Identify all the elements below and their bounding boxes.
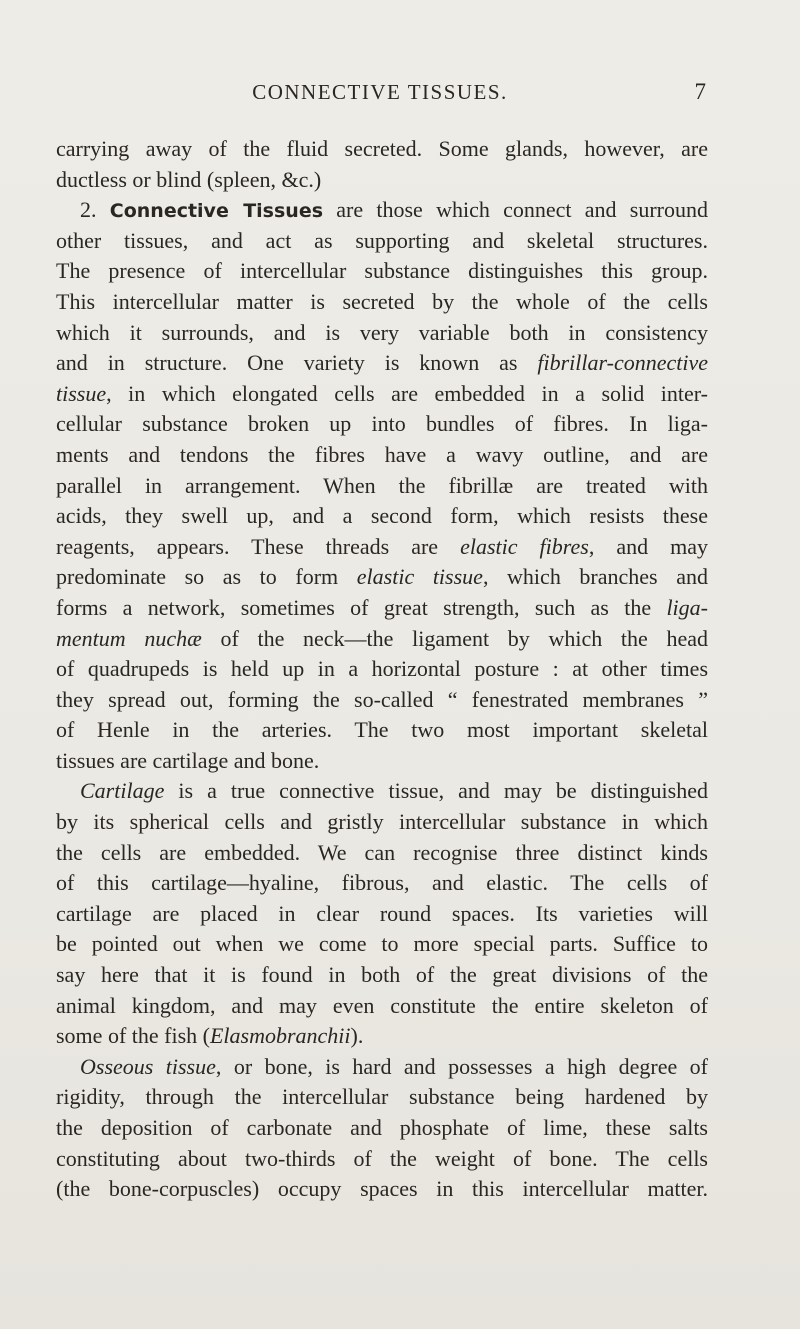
- text-line: [56, 1113, 708, 1144]
- text-segment: carrying away of the fluid secreted. Some glands, however, are: [56, 136, 708, 161]
- text-line: [56, 624, 708, 655]
- text-segment: reagents, appears. These threads are: [56, 533, 461, 559]
- text-segment: animal kingdom, and may even constitute the entire skeleton of: [56, 992, 708, 1018]
- text-segment: (the bone-corpuscles) occupy spaces in this intercellular matter.: [56, 1176, 708, 1202]
- text-line: [56, 868, 708, 899]
- text-line: [56, 991, 708, 1022]
- text-segment: , or bone, is hard and possesses a high degree of: [215, 1053, 709, 1079]
- text-line: [56, 134, 708, 165]
- italic-term: elastic tissue: [356, 564, 483, 590]
- text-segment: predominate so as to form: [56, 564, 357, 590]
- text-segment: say here that it is found in both of the great divisions of the: [56, 962, 708, 988]
- italic-term: mentum nuchæ: [56, 625, 202, 651]
- text-line: [56, 195, 708, 226]
- text-line: [56, 776, 708, 807]
- body-text: [56, 134, 708, 1205]
- text-line: [56, 899, 708, 930]
- page-number: 7: [694, 79, 706, 104]
- text-line: [56, 165, 708, 196]
- text-line: [56, 960, 708, 991]
- italic-term: tissue: [56, 380, 107, 406]
- text-segment: ).: [350, 1023, 364, 1049]
- italic-term: Elasmobranchii: [209, 1023, 351, 1049]
- text-segment: parallel in arrangement. When the fibrillæ are treated with: [56, 472, 708, 498]
- text-segment: constituting about two-thirds of the weight of bone. The cells: [56, 1145, 708, 1171]
- bold-heading: Connective Tissues: [109, 200, 324, 223]
- text-line: [56, 532, 708, 563]
- text-line: [56, 807, 708, 838]
- text-segment: of this cartilage—hyaline, fibrous, and elastic. The cells of: [56, 870, 708, 896]
- text-segment: the deposition of carbonate and phosphate of lime, these salts: [56, 1115, 708, 1140]
- text-segment: cellular substance broken up into bundles of fibres. In liga-: [56, 411, 708, 437]
- text-line: [56, 1052, 708, 1083]
- text-segment: is a true connective tissue, and may be distinguished: [164, 778, 708, 804]
- text-segment: of the neck—the ligament by which the head: [201, 625, 708, 651]
- text-line: [56, 501, 708, 532]
- text-segment: and in structure. One variety is known as: [56, 350, 538, 376]
- italic-term: liga-: [666, 594, 708, 620]
- italic-term: elastic fibres: [460, 533, 589, 559]
- text-line: [56, 1174, 708, 1205]
- text-line: [56, 287, 708, 318]
- italic-term: Osseous tissue: [80, 1053, 216, 1079]
- text-segment: they spread out, forming the so-called “ fenestrated membranes ”: [56, 686, 708, 712]
- text-line: [56, 471, 708, 502]
- text-line: [56, 256, 708, 287]
- text-line: [56, 593, 708, 624]
- running-head: [60, 74, 706, 110]
- text-segment: , in which elongated cells are embedded in a solid inter-: [106, 380, 708, 406]
- text-line: [56, 318, 708, 349]
- text-line: [56, 685, 708, 716]
- text-segment: This intercellular matter is secreted by the whole of the cells: [56, 288, 708, 314]
- text-line: [56, 838, 708, 869]
- text-segment: tissues are cartilage and bone.: [56, 747, 320, 773]
- text-line: [56, 1021, 708, 1052]
- text-line: [56, 715, 708, 746]
- text-line: [56, 1082, 708, 1113]
- text-segment: the cells are embedded. We can recognise three distinct kinds: [56, 839, 708, 865]
- text-segment: other tissues, and act as supporting and skeletal structures.: [56, 227, 708, 253]
- text-line: [56, 226, 708, 257]
- text-line: [56, 746, 708, 777]
- text-segment: rigidity, through the intercellular substance being hardened by: [56, 1084, 708, 1110]
- italic-term: fibrillar-connective: [537, 350, 708, 376]
- text-segment: some of the fish (: [56, 1023, 210, 1049]
- text-segment: forms a network, sometimes of great strength, such as the: [56, 594, 667, 620]
- text-segment: ductless or blind (spleen, &c.): [56, 166, 322, 192]
- text-line: [56, 409, 708, 440]
- text-segment: of Henle in the arteries. The two most important skeletal: [56, 717, 708, 743]
- text-line: [56, 1144, 708, 1175]
- text-segment: , which branches and: [482, 564, 708, 590]
- text-line: [56, 348, 708, 379]
- text-segment: 2.: [80, 197, 110, 223]
- running-title: CONNECTIVE TISSUES.: [252, 80, 508, 104]
- text-line: [56, 562, 708, 593]
- text-segment: be pointed out when we come to more special parts. Suffice to: [56, 931, 708, 957]
- text-segment: by its spherical cells and gristly intercellular substance in which: [56, 809, 708, 835]
- text-segment: The presence of intercellular substance distinguishes this group.: [56, 258, 708, 284]
- text-line: [56, 440, 708, 471]
- text-segment: , and may: [588, 533, 708, 559]
- italic-term: Cartilage: [80, 778, 165, 804]
- text-segment: of quadrupeds is held up in a horizontal posture : at other times: [56, 656, 708, 682]
- text-segment: are those which connect and surround: [323, 197, 708, 223]
- text-line: [56, 379, 708, 410]
- text-segment: acids, they swell up, and a second form, which resists these: [56, 503, 708, 529]
- text-segment: cartilage are placed in clear round spaces. Its varieties will: [56, 900, 708, 926]
- text-line: [56, 654, 708, 685]
- text-segment: which it surrounds, and is very variable both in consistency: [56, 319, 708, 345]
- text-segment: ments and tendons the fibres have a wavy outline, and are: [56, 441, 708, 467]
- text-line: [56, 929, 708, 960]
